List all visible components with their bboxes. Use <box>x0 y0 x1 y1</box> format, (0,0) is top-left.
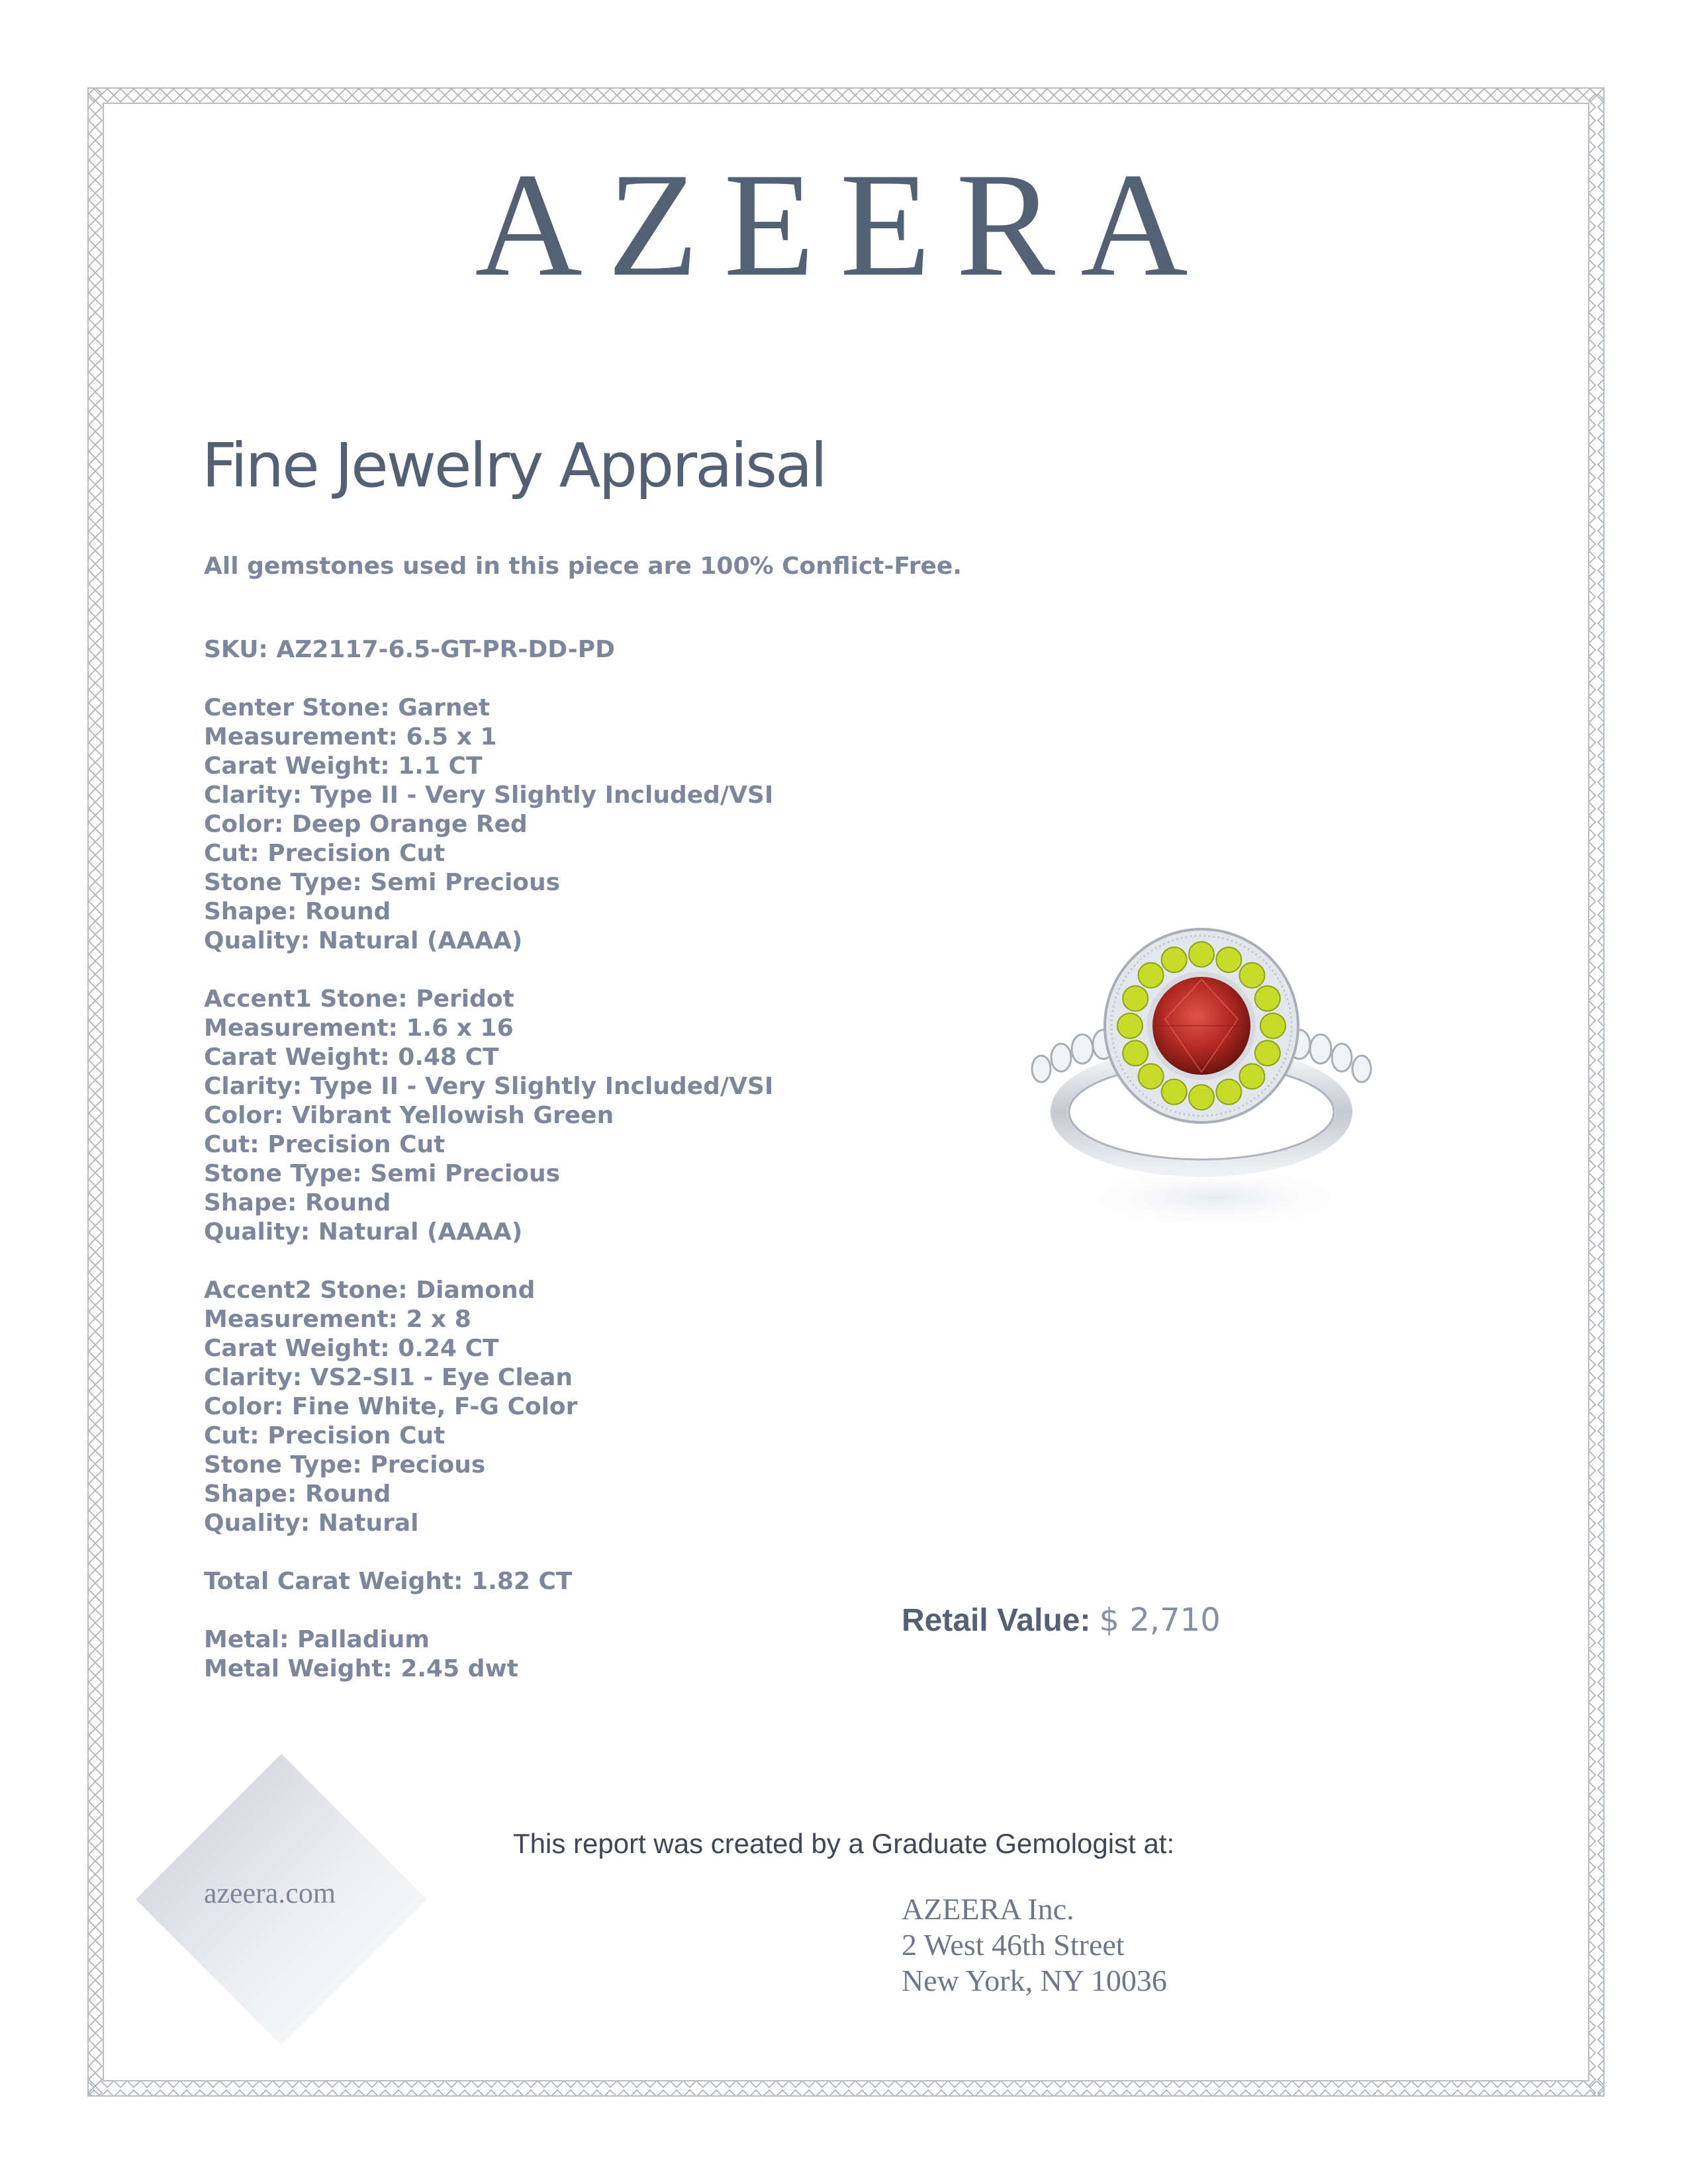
spec-line: Shape: Round <box>204 898 391 925</box>
center-stone-group <box>204 694 773 956</box>
spec-line: Clarity: Type II - Very Slightly Included/VSI <box>204 1073 774 1100</box>
total-carat-weight: Total Carat Weight: 1.82 CT <box>204 1568 573 1595</box>
page-title: Fine Jewelry Appraisal <box>202 430 825 501</box>
spec-line: Carat Weight: 0.24 CT <box>204 1335 499 1362</box>
spec-line: Accent1 Stone: Peridot <box>204 985 514 1013</box>
address-line: AZEERA Inc. <box>902 1892 1074 1926</box>
logo-text: AZEERA <box>475 142 1213 301</box>
spec-line: Accent2 Stone: Diamond <box>204 1277 536 1304</box>
metal-type: Metal: Palladium <box>204 1626 430 1653</box>
ring-image <box>1023 913 1380 1244</box>
peridot-accent-stone <box>1123 986 1148 1011</box>
company-address <box>902 1891 1167 1999</box>
metal-weight: Metal Weight: 2.45 dwt <box>204 1655 518 1682</box>
spec-line: Clarity: VS2-SI1 - Eye Clean <box>204 1364 573 1391</box>
spec-line: Measurement: 1.6 x 16 <box>204 1015 514 1042</box>
spec-line: Shape: Round <box>204 1480 391 1508</box>
spec-line: Cut: Precision Cut <box>204 840 445 867</box>
spec-line: Quality: Natural (AAAA) <box>204 927 523 954</box>
spec-line: Measurement: 6.5 x 1 <box>204 723 497 751</box>
website-link[interactable]: azeera.com <box>204 1877 336 1909</box>
address-line: 2 West 46th Street <box>902 1928 1125 1962</box>
peridot-accent-stone <box>1162 1079 1187 1105</box>
peridot-accent-stone <box>1117 1013 1143 1038</box>
peridot-accent-stone <box>1189 1085 1214 1110</box>
spec-line: Stone Type: Semi Precious <box>204 1160 561 1187</box>
retail-value-label: Retail Value: <box>902 1603 1091 1638</box>
conflict-free-note: All gemstones used in this piece are 100% Conflict-Free. <box>204 553 962 580</box>
spec-line: Clarity: Type II - Very Slightly Included/VSI <box>204 782 774 809</box>
peridot-accent-stone <box>1239 1064 1264 1089</box>
peridot-accent-stone <box>1239 963 1264 988</box>
spec-line: Carat Weight: 0.48 CT <box>204 1044 499 1071</box>
peridot-accent-stone <box>1189 942 1214 967</box>
peridot-accent-stone <box>1255 986 1280 1011</box>
retail-value-amount: $ 2,710 <box>1099 1602 1221 1639</box>
peridot-accent-stone <box>1216 1079 1241 1105</box>
spec-line: Carat Weight: 1.1 CT <box>204 752 483 780</box>
peridot-accent-stone <box>1139 963 1164 988</box>
peridot-accent-stone <box>1255 1040 1280 1066</box>
spec-line: Stone Type: Semi Precious <box>204 869 561 896</box>
stone-specifications <box>204 635 773 1684</box>
spec-line: Shape: Round <box>204 1189 391 1216</box>
accent1-stone-group <box>204 985 773 1247</box>
spec-line: Quality: Natural (AAAA) <box>204 1218 523 1246</box>
spec-line: Color: Fine White, F-G Color <box>204 1393 578 1420</box>
spec-line: Color: Vibrant Yellowish Green <box>204 1102 614 1129</box>
sku-line: SKU: AZ2117-6.5-GT-PR-DD-PD <box>204 636 615 663</box>
spec-line: Center Stone: Garnet <box>204 694 491 721</box>
accent2-stone-group <box>204 1276 773 1538</box>
gemologist-note: This report was created by a Graduate Gemologist at: <box>513 1828 1175 1859</box>
peridot-accent-stone <box>1139 1064 1164 1089</box>
peridot-accent-stone <box>1260 1013 1286 1038</box>
spec-line: Measurement: 2 x 8 <box>204 1306 471 1333</box>
peridot-accent-stone <box>1123 1040 1148 1066</box>
retail-value <box>902 1602 1221 1639</box>
spec-line: Cut: Precision Cut <box>204 1422 445 1449</box>
peridot-accent-stone <box>1162 947 1187 972</box>
spec-line: Cut: Precision Cut <box>204 1131 445 1158</box>
spec-line: Color: Deep Orange Red <box>204 811 528 838</box>
address-line: New York, NY 10036 <box>902 1964 1167 1997</box>
peridot-accent-stone <box>1216 947 1241 972</box>
spec-line: Quality: Natural <box>204 1510 419 1537</box>
azeera-logo <box>397 142 1291 301</box>
spec-line: Stone Type: Precious <box>204 1451 486 1479</box>
